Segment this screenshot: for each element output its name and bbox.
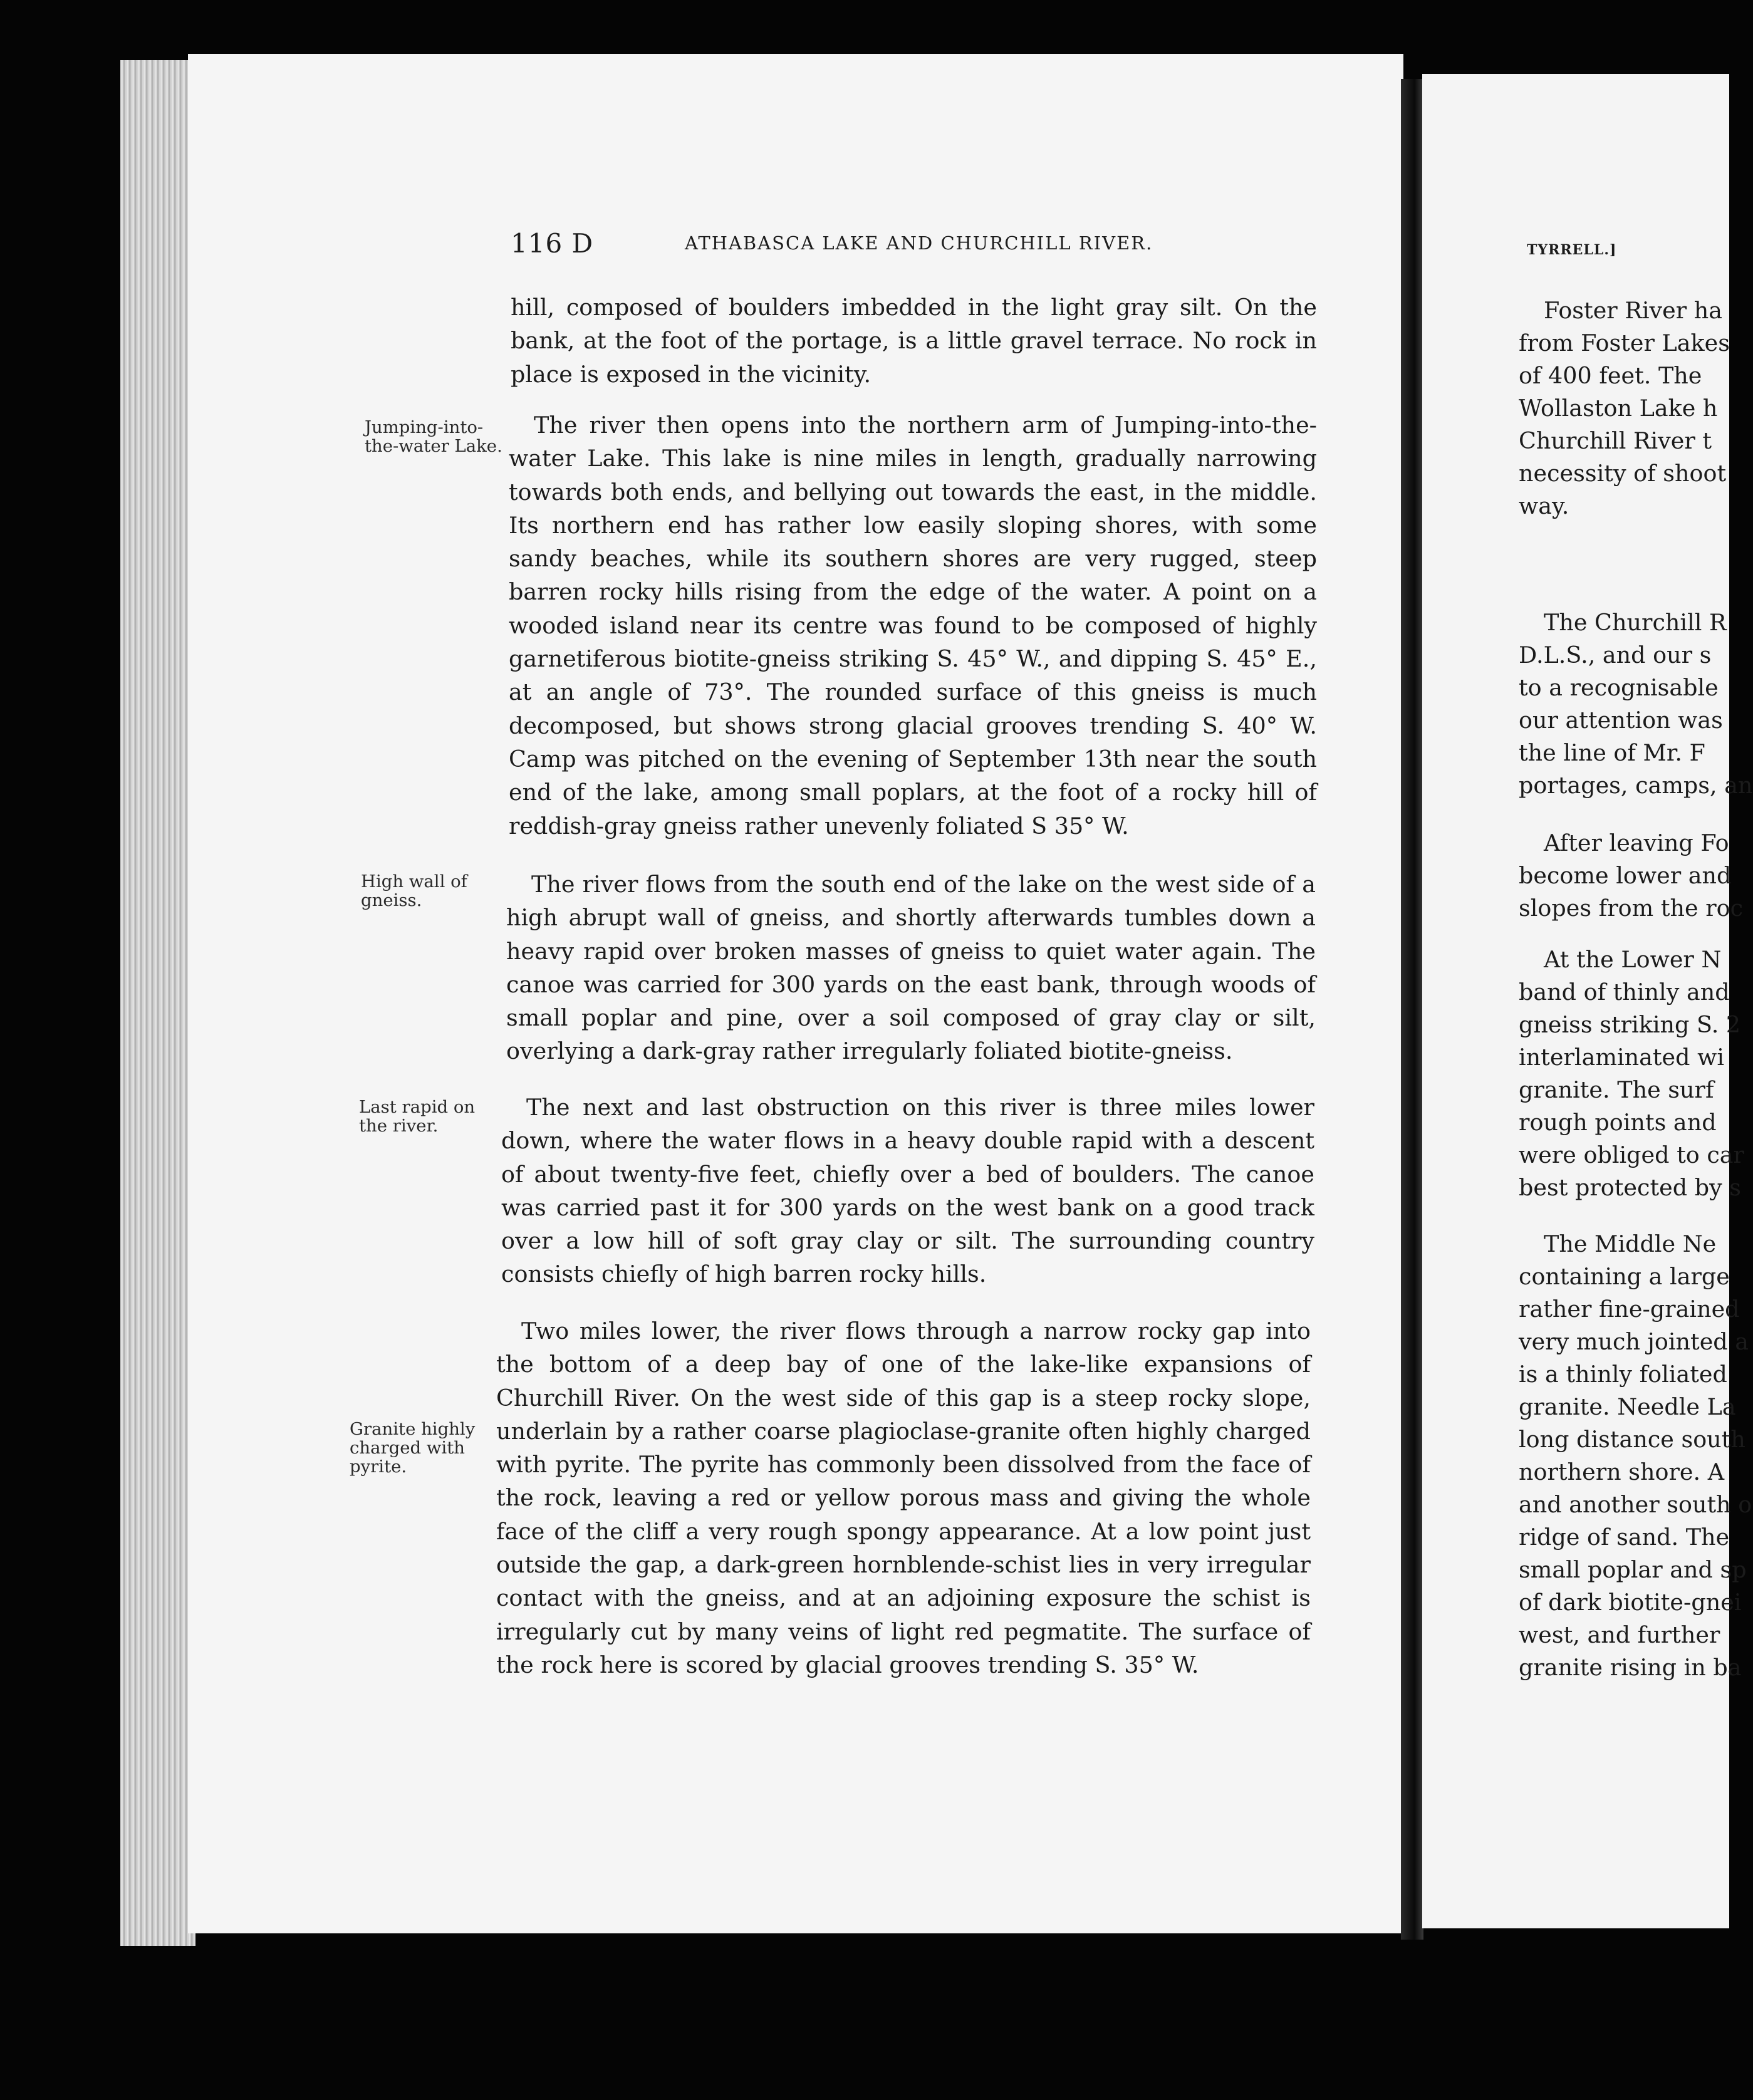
right-line: necessity of shoot (1519, 460, 1727, 487)
right-line: slopes from the roc (1519, 895, 1744, 922)
right-line: D.L.S., and our s (1519, 642, 1712, 668)
right-line: rough points and (1519, 1109, 1717, 1136)
paragraph-5: Two miles lower, the river flows through a narrow rocky gap into the bottom of a deep bay of one of the lake-like expansions of Churchill River. On the west side of this gap is a steep rocky slope, underlain by a rather coarse plagioclase-granite often highly charged with pyrite. The pyrite has commonly been dissolved from the face of the rock, leaving a red or yellow porous mass and giving the whole face of the cliff a very rough spongy appearance. At a low point just outside the gap, a dark-green hornblende-schist lies in very irregular contact with the gneiss, and at an adjoining exposure the schist is irregularly cut by many veins of light red pegmatite. The surface of the rock here is scored by glacial grooves trending S. 35° W. (496, 1318, 1311, 1678)
right-line: band of thinly and (1519, 979, 1730, 1006)
right-line: small poplar and sp (1519, 1556, 1747, 1583)
right-line: and another south o (1519, 1491, 1752, 1518)
right-line: portages, camps, an (1519, 772, 1753, 799)
page-edges (120, 60, 195, 1946)
right-line: best protected by s (1519, 1174, 1742, 1201)
right-line: The Churchill R (1544, 609, 1727, 636)
right-line: ridge of sand. The (1519, 1524, 1730, 1551)
right-line: of 400 feet. The (1519, 362, 1702, 389)
margin-note-last-rapid: Last rapid on the river. (359, 1097, 476, 1136)
right-line: of dark biotite-gnei (1519, 1589, 1742, 1616)
paragraph-2: The river then opens into the northern arm of Jumping-into-the-water Lake. This lake is nine miles in length, gradually narrowing towards both ends, and bellying out towards the east, in the middle. Its northern end has rather low easily sloping shores, with some sandy beaches, while its southern shores are very rugged, steep barren rocky hills rising from the edge of the water. A point on a wooded island near its centre was found to be composed of highly garnetiferous biotite-gneiss striking S. 45° W., and dipping S. 45° E., at an angle of 73°. The rounded surface of this gneiss is much decomposed, but shows strong glacial grooves trending S. 40° W. Camp was pitched on the evening of September 13th near the south end of the lake, among small poplars, at the foot of a rocky hill of reddish-gray gneiss rather unevenly foliated S 35° W. (509, 412, 1317, 839)
right-line: were obliged to car (1519, 1141, 1745, 1168)
right-page-header: TYRRELL.] (1527, 242, 1617, 258)
margin-note-high-wall: High wall of gneiss. (361, 871, 467, 910)
right-line: rather fine-grained (1519, 1296, 1740, 1323)
right-line: Wollaston Lake h (1519, 395, 1718, 422)
right-line: granite. Needle La (1519, 1393, 1736, 1420)
right-line: our attention was (1519, 707, 1723, 734)
right-line: granite rising in ba (1519, 1654, 1742, 1681)
right-line: containing a large (1519, 1263, 1730, 1290)
paragraph-4: The next and last obstruction on this river is three miles lower down, where the water flows in a heavy double rapid with a descent of about twenty-five feet, chiefly over a bed of boulders. The canoe was carried past it for 300 yards on the west bank on a good track over a low hill of soft gray clay or silt. The surrounding country consists chiefly of high barren rocky hills. (501, 1094, 1314, 1288)
right-line: the line of Mr. F (1519, 739, 1705, 766)
right-page-text (1519, 0, 1753, 2100)
paragraph-3: The river flows from the south end of the lake on the west side of a high abrupt wall of gneiss, and shortly afterwards tumbles down a heavy rapid over broken masses of gneiss to quiet water again. The canoe was carried for 300 yards on the east bank, through woods of small poplar and pine, over a soil composed of gray clay or silt, overlying a dark-gray rather irregularly foliated biotite-gneiss. (506, 871, 1316, 1065)
right-line: The Middle Ne (1544, 1230, 1717, 1257)
right-line: Churchill River t (1519, 427, 1712, 454)
right-line: gneiss striking S. 2 (1519, 1011, 1741, 1038)
right-line: After leaving Fo (1544, 829, 1729, 856)
right-line: very much jointed a (1519, 1328, 1749, 1355)
right-line: west, and further (1519, 1621, 1720, 1648)
right-line: At the Lower N (1544, 946, 1722, 973)
book-gutter (1401, 79, 1423, 1940)
running-title: ATHABASCA LAKE AND CHURCHILL RIVER. (685, 232, 1153, 254)
right-line: Foster River ha (1544, 297, 1723, 324)
right-line: way. (1519, 492, 1569, 519)
margin-note-jumping-lake: Jumping-into-the-water Lake. (365, 417, 502, 456)
margin-note-granite: Granite highly charged with pyrite. (350, 1419, 476, 1477)
right-line: northern shore. A (1519, 1458, 1725, 1485)
right-line: become lower and (1519, 862, 1732, 889)
right-line: is a thinly foliated (1519, 1361, 1727, 1388)
right-line: interlaminated wi (1519, 1044, 1725, 1071)
right-line: granite. The surf (1519, 1076, 1714, 1103)
right-line: long distance south (1519, 1426, 1745, 1453)
paragraph-1: hill, composed of boulders imbedded in the light gray silt. On the bank, at the foot of the portage, is a little gravel terrace. No rock in place is exposed in the vicinity. (511, 294, 1317, 388)
right-line: to a recognisable (1519, 674, 1719, 701)
page-number: 116 D (511, 228, 594, 259)
right-line: from Foster Lakes (1519, 330, 1730, 356)
